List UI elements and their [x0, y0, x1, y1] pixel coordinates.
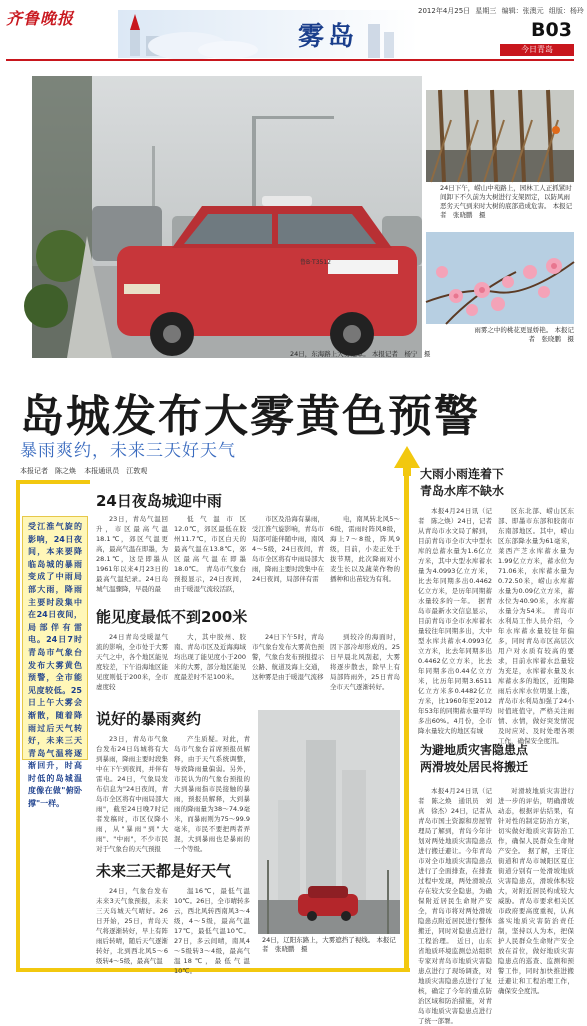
frame-right	[404, 470, 409, 972]
sidebar-1-col-1	[418, 506, 492, 735]
section-2-head: 能见度最低不到200米	[96, 608, 248, 626]
sidebar-1-col-2	[498, 506, 574, 745]
section-1-col-3	[252, 514, 324, 594]
section-1-col-1	[96, 514, 168, 594]
flower-photo-caption	[470, 326, 574, 344]
meta-editor: 编辑：张澳元	[501, 7, 544, 15]
main-caption-text: 24日，东海路上大雾笼罩。	[290, 350, 370, 358]
main-photo-caption	[290, 350, 450, 359]
banner-decoration	[118, 10, 418, 58]
sidebar-1-text-2: 区东北部、崂山区东部、即墨市东部和胶南市东南部地区。其中，崂山区东部降水量为61毫米，莱西产芝水库蓄水量为1.99亿立方米，蓄水位为71.06米，水库蓄水量为0.72.50米，崂山水库蓄水量为0.09亿立方米，蓄水位为40.90米，水库蓄水量分为54米。 青岛市水利局工作人员介绍，今年水库蓄水量较往年偏多，同时青岛市区高层次用户对水质有较高的要求，目前水库蓄水总量较为充足，水库蓄水量及水库蓄水多的地区，近期降雨后水库水位明显上涨，青岛市水利局加强了24小时值班值守，严格关注雨情、水情，做好突发情况及时应对、及时处理各项工作，确保安全度汛。	[498, 507, 574, 745]
section-1-text-3: 市区及沿海有暴雨，受江淮气旋影响，青岛市局部可能伴随中雨，南风4～5级，24日夜间，青岛市全区将有中雨局部大雨，降雨主要时段集中在24日夜间，局部伴有雷	[252, 515, 324, 583]
section-3-text-2: 产生质疑。对此，青岛市气象台首席预报员解释，由于天气系统调整，导致降雨量偏弱。另外，市民认为的气象台预报的大到暴雨指市民接触的暴雨，预报员解释，大到暴雨的降雨量为38～74.9毫米，而暴雨则为75～99.9毫米，市民不要把两者弄混，大到暴雨也是暴雨的一个等级。	[174, 735, 250, 853]
meta-date: 2012年4月25日	[418, 7, 471, 15]
reporters	[20, 466, 153, 476]
sidebar-2-head	[420, 742, 528, 776]
section-2-text-2: 大，其中胶州、胶南、青岛市区及近海海域均出现了能见度小于200米的大雾，部分地区能见度最差时不足100米。	[174, 633, 246, 681]
section-1-text-1: 23日，青岛气温回升，市区最高气温18.1℃，郊区气温更高，最高气温在即墨，为28.1℃，这是即墨从1961年以来4月23日的最高气温纪录。24日岛城气温骤降，早晨的最	[96, 515, 168, 593]
tree-photo	[426, 90, 574, 182]
page-number: B03	[531, 19, 572, 41]
section-4-text-2: 温16℃，最低气温10℃。26日，全市晴转多云，西北风转西南风3～4级，4～5级，最高气温17℃，最低气温10℃。27日，多云间晴，南风4～5级转3～4级，最高气温18℃，最低气温10℃。	[174, 887, 250, 975]
section-1-col-4	[330, 514, 400, 594]
sidebar-2-text-1: 本报4月24日讯（记者 陈之焕 通讯员 刘真 徐杰）24日，记者从青岛市国土资源和房屋管理局了解到，青岛今年计划对两处地质灾害隐患点进行搬迁避让。今年青岛市对全市地质灾害隐患点进行了全面排查，在排查过程中发现，两处滑坡点存在较大安全隐患，为确保附近居民生命财产安全，青岛市将对两处滑坡隐患点附近居民进行整体搬迁，同时对隐患点进行工程治理。 近日，山东省地质环境监测总站组织专家对青岛市地质灾害隐患点进行了现场调查，对地质灾害隐患点进行了复核，确定了今年的重点防治区域和防治措施，对青岛市地质灾害隐患点进行了统一部署。	[418, 787, 492, 1025]
subheadline: 暴雨爽约，未来三天好天气	[20, 441, 236, 461]
arrow-up-icon	[394, 446, 420, 476]
fog-photo	[258, 710, 400, 934]
section-4-head: 未来三天都是好天气	[96, 862, 232, 880]
main-photo	[32, 76, 422, 358]
section-2-text-1: 24日青岛受暖湿气流的影响，全市处于大雾天气之中，各个地区能见度较差，下午沿海地区能见度则低于200米，全市虚度较	[96, 633, 168, 691]
section-1-text-2: 低气温市区12.0℃，郊区最低在胶州11.7℃，市区白天的最高气温在13.8℃，郊区最高气温在即墨18.0℃。 青岛市气象台预报显示，24日夜间，由于暖湿气流较活跃，	[174, 515, 246, 593]
page-meta	[418, 6, 587, 16]
column-tag: 今日青岛	[500, 44, 574, 56]
section-3-head: 说好的暴雨爽约	[96, 710, 202, 728]
tree-photo-caption	[440, 184, 574, 220]
sidebar-1-head	[420, 466, 504, 500]
sidebar-2-col-1	[418, 786, 492, 1025]
fog-caption-author: 本报记者 张晓鹏 摄	[262, 936, 396, 953]
frame-top-left	[20, 480, 90, 484]
meta-weekday: 星期三	[475, 7, 497, 15]
lead-paragraph: 受江淮气旋的影响，24日夜间，本来要降临岛城的暴雨变成了中雨局部大雨，降雨主要时段集中在24日夜间，局部伴有雷电。24日7时青岛市气象台发布大雾黄色预警，全市能见度较低。25日上午大雾会渐散，随着降雨过后天气转好，未来三天青岛气温将逐渐回升，时高时低的岛城温度像在做"俯卧撑"一样。	[22, 516, 88, 760]
section-3-col-2	[174, 734, 250, 853]
section-3-text-1: 23日，青岛市气象台发布24日岛城将有大到暴雨，降雨主要时段集中在下午到夜间，并伴有雷电。24日，气象局发布信息为"24日夜间，青岛市全区将有中雨局部大雨"，截至24日晚7时记者发稿时，市区仅降小雨，从"暴雨"到"大雨"、"中雨"，不少市民对于气象台的天气预报	[96, 735, 168, 853]
header-rule	[6, 59, 574, 61]
section-4-text-1: 24日，气象台发布未来3天气象预报，未来三天岛城天气晴好。26日开始，25日，青岛天气将逐渐转好，早上有阵雨后转晴，随后天气逐渐转好，北到西北风5～6级转4～5级，最高气温	[96, 887, 168, 965]
section-1-head: 24日夜岛城迎中雨	[96, 492, 222, 510]
headline: 岛城发布大雾黄色预警	[20, 391, 480, 442]
section-2-text-4: 到较冷的海面时，因下部冷却形成的。25日早晨北风刮起，大雾将逐步散去，除早上有局部阵雨外，25日青岛全市天气逐渐转好。	[330, 633, 400, 691]
section-2-text-3: 24日下午5时，青岛市气象台发布大雾黄色预警，气象台发布预报提示公路、航道及海上交通，这种雾是由于暖湿气流移	[252, 633, 324, 681]
section-4-col-2	[174, 886, 250, 975]
sidebar-2-head-line-2: 两滑坡处居民将搬迁	[420, 760, 529, 774]
section-4-col-1	[96, 886, 168, 964]
frame-left	[16, 480, 20, 972]
tree-caption-author: 本报记者 张晓鹏 摄	[440, 202, 573, 219]
sidebar-1-head-line-1: 大雨小雨连着下	[420, 467, 505, 481]
sidebar-1-text-1: 本报4月24日讯（记者 陈之焕）24日，记者从青岛市水文局了解到，目前青岛市全市大中型水库的总蓄水量为1.6亿立方米，其中大型水库蓄水量为4.0993亿立方米，比去年同期多出0.4462亿立方米，是历年同期蓄水量较多的一年。 据青岛市最新水文信息显示，目前青岛市全市水库蓄水量较往年同期多出，大中型水库共蓄水4.0993亿立方米，比去年同期多出0.4462亿立方米，比去年同期多出0.44亿立方米，比历年同期3.6511亿立方米多0.4482亿立方米，比1960年至2012年53年的同期蓄水量平均多出60%。4月份，全市降水量较大的地区有城	[418, 507, 492, 735]
fog-photo-caption	[262, 936, 402, 954]
sidebar-2-text-2: 对滑坡地质灾害进行进一步的评估，明确滑坡动态，根据评估结果，有针对性的制定防治方案，切实做好地质灾害防治工作，确保人民群众生命财产安全。 据了解，王哥庄街道和青岛市城阳区夏庄街道分别有一处滑坡地质灾害隐患点，滑坡体积较大，对附近居民构成较大威胁。青岛市要求相关区市政府要高度重视，认真落实地质灾害防治责任制，坚持以人为本，把保护人民群众生命财产安全放在首位，做好地质灾害隐患点的巡查、监测和预警工作，同时加快推进搬迁避让和工程治理工作，确保安全度汛。	[498, 787, 574, 995]
reporter-2: 本报通讯员 江敦观	[84, 467, 148, 475]
flower-photo	[426, 232, 574, 324]
reporter-1: 本报记者 陈之焕	[20, 467, 76, 475]
section-1-col-2	[174, 514, 246, 594]
sidebar-1-head-line-2: 青岛水库不缺水	[420, 484, 505, 498]
section-2-col-4	[330, 632, 400, 692]
flower-caption-text: 雨雾之中的桃花更显娇艳。	[474, 326, 553, 334]
section-3-col-1	[96, 734, 168, 853]
section-1-text-4: 电，南风转北风5～6级，雷雨时阵风8级，海上7～8级，阵风9级，目前，小麦正处于拔节期，此次降雨对小麦生长以及蔬菜作物的播种和出苗较为有利。	[330, 515, 400, 583]
section-2-col-3	[252, 632, 324, 692]
main-caption-author: 本报记者 杨宁 摄	[371, 350, 431, 358]
sidebar-2-col-2	[498, 786, 574, 995]
flower-caption-author: 本报记者 张晓鹏 摄	[528, 326, 574, 343]
fog-caption-text: 24日，辽阳东路上，大雾遮挡了视线。	[262, 936, 375, 944]
section-2-col-1	[96, 632, 168, 692]
section-2-col-2	[174, 632, 246, 692]
tree-caption-text: 24日下午，崂山中苑路上，园林工人正抓紧时间卸下不久前为大树进行支架固定，以防风雨恶劣天气到来时大树的底部造成危害。	[440, 184, 572, 210]
sidebar-2-head-line-1: 为避地质灾害隐患点	[420, 743, 529, 757]
meta-layout: 组版：杨玲	[548, 7, 584, 15]
taxi-plate: 鲁B·T3512	[300, 259, 331, 266]
masthead: 齐鲁晚报	[6, 9, 75, 28]
section-title: 雾岛	[298, 22, 359, 52]
